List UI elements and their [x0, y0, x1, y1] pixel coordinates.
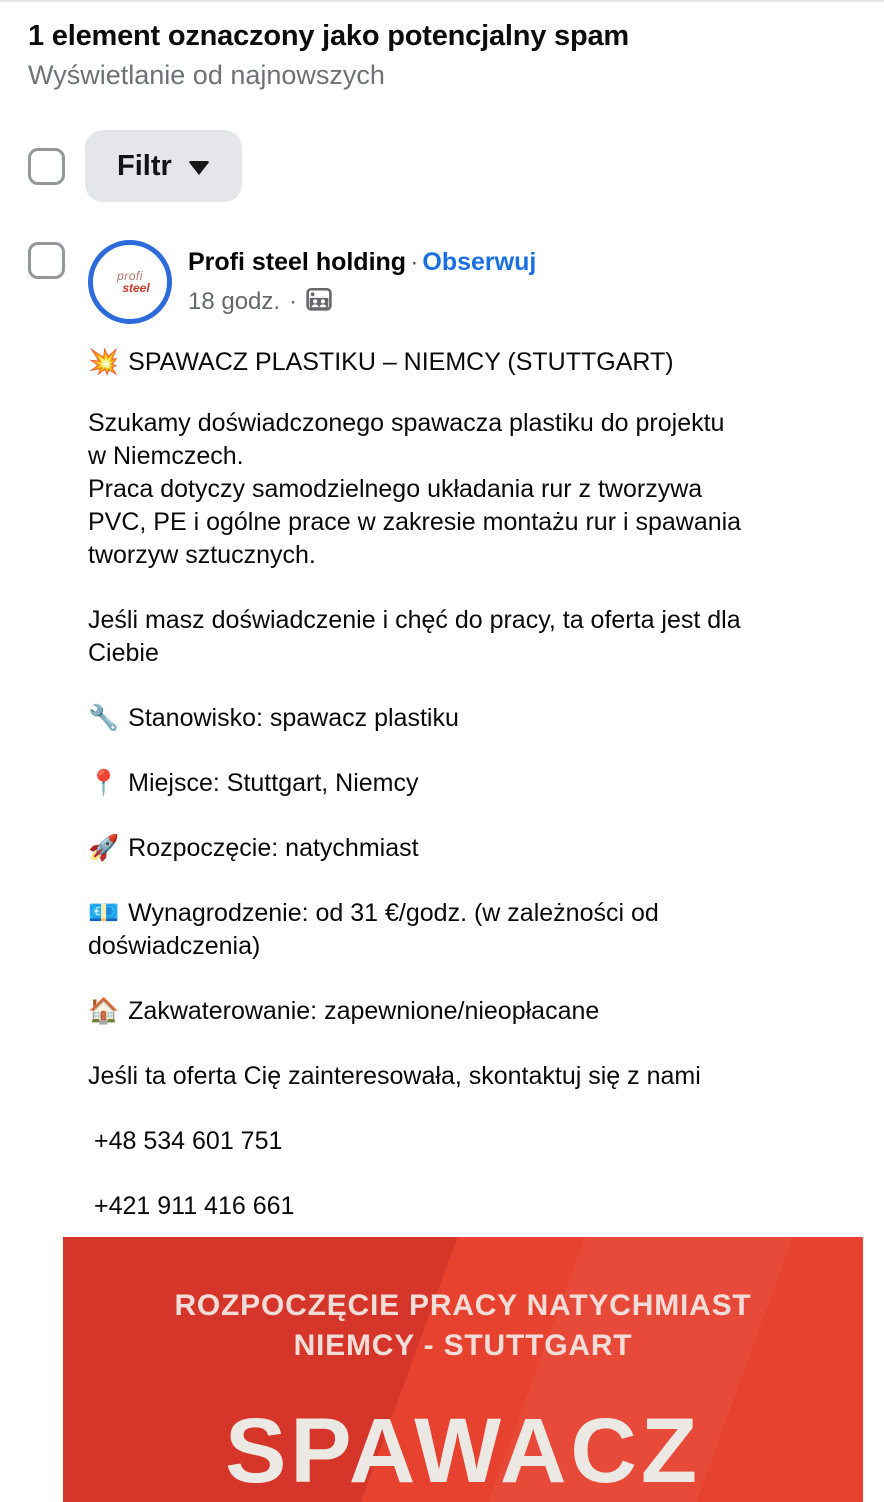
euro-banknote-icon: 💶	[88, 899, 120, 927]
detail-text: Stanowisko: spawacz plastiku	[128, 704, 459, 732]
filter-button[interactable]	[85, 130, 242, 202]
rocket-icon: 🚀	[88, 834, 120, 862]
flagged-post-card	[0, 240, 884, 1223]
group-audience-icon	[306, 286, 332, 319]
post-paragraph: Jeśli masz doświadczenie i chęć do pracy, ta oferta jest dla Ciebie	[88, 606, 741, 667]
chevron-down-icon	[188, 161, 210, 175]
detail-accommodation	[88, 995, 748, 1028]
page-header	[0, 18, 884, 92]
select-all-checkbox[interactable]	[28, 148, 65, 185]
banner-subheadline: NIEMCY - STUTTGART	[293, 1329, 633, 1362]
post-body	[88, 346, 748, 1223]
phone-number[interactable]: +48 534 601 751	[94, 1127, 283, 1155]
post-select-checkbox[interactable]	[28, 242, 65, 279]
post-header	[88, 240, 844, 324]
banner-job-title: SPAWACZ	[224, 1400, 702, 1502]
filter-button-label: Filtr	[117, 149, 172, 182]
page-title: 1 element oznaczony jako potencjalny spam	[28, 20, 629, 52]
avatar-logo-text-2: steel	[122, 280, 150, 295]
detail-text: Wynagrodzenie: od 31 €/godz. (w zależności od doświadczenia)	[88, 899, 659, 960]
detail-text: Rozpoczęcie: natychmiast	[128, 834, 419, 862]
author-name[interactable]: Profi steel holding	[188, 248, 407, 276]
avatar-logo-text: profi	[117, 268, 143, 283]
detail-start-date	[88, 832, 748, 865]
author-line	[188, 246, 536, 278]
top-divider	[0, 0, 884, 2]
post-title-text: SPAWACZ PLASTIKU – NIEMCY (STUTTGART)	[128, 348, 674, 376]
post-head-text	[188, 240, 536, 319]
post-attached-image[interactable]	[63, 1237, 863, 1502]
filter-row	[28, 130, 884, 202]
sort-order-label: Wyświetlanie od najnowszych	[28, 60, 385, 90]
contact-line: Jeśli ta oferta Cię zainteresowała, skontaktuj się z nami	[88, 1062, 701, 1090]
avatar[interactable]	[88, 240, 172, 324]
post-paragraph: Praca dotyczy samodzielnego układania rur z tworzywa PVC, PE i ogólne prace w zakresie montażu rur i spawania tworzyw sztucznych.	[88, 475, 742, 569]
pushpin-icon: 📍	[88, 769, 120, 797]
banner-headline: ROZPOCZĘCIE PRACY NATYCHMIAST	[174, 1289, 752, 1322]
detail-text: Zakwaterowanie: zapewnione/nieopłacane	[128, 997, 600, 1025]
meta-separator: ·	[289, 287, 298, 315]
detail-text: Miejsce: Stuttgart, Niemcy	[128, 769, 419, 797]
post-meta	[188, 284, 536, 319]
phone-number[interactable]: +421 911 416 661	[94, 1192, 295, 1220]
post-title-line	[88, 346, 748, 379]
detail-salary	[88, 897, 748, 963]
wrench-icon: 🔧	[88, 704, 120, 732]
timestamp[interactable]: 18 godz.	[188, 287, 281, 315]
detail-location	[88, 767, 748, 800]
author-separator: ·	[410, 248, 419, 276]
house-icon: 🏠	[88, 997, 120, 1025]
follow-link[interactable]: Obserwuj	[422, 248, 537, 276]
post-paragraph: Szukamy doświadczonego spawacza plastiku do projektu w Niemczech.	[88, 409, 725, 470]
detail-position	[88, 702, 748, 735]
collision-emoji: 💥	[88, 348, 120, 376]
